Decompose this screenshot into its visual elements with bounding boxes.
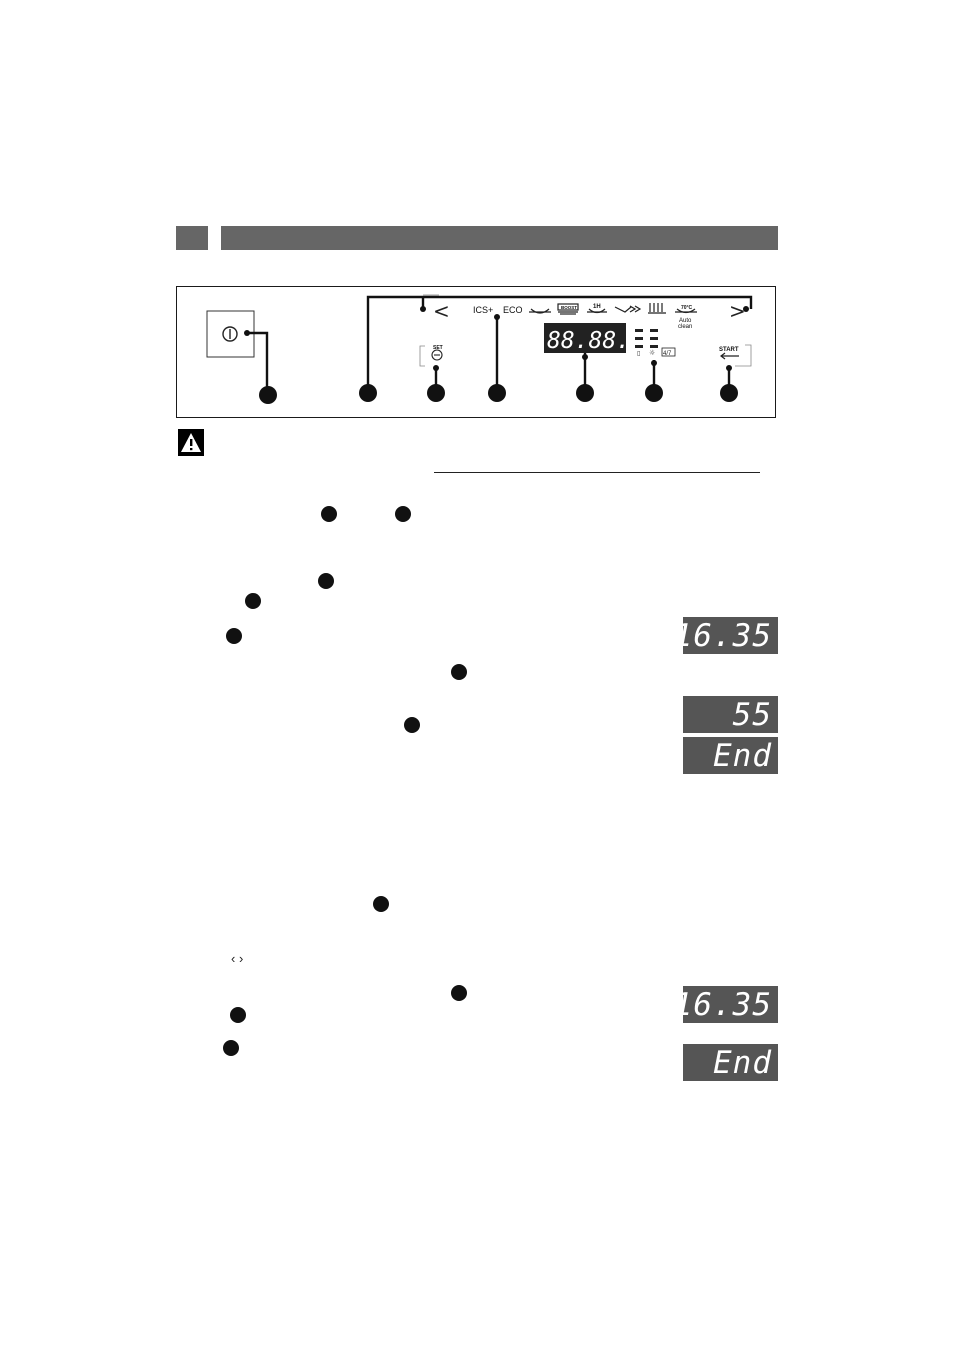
boost-label: BOOST xyxy=(561,305,578,310)
callout-5 xyxy=(576,384,594,402)
ref-dot xyxy=(230,1007,246,1023)
indicator-bars xyxy=(635,329,658,348)
salt-icon: ☼ xyxy=(649,349,656,357)
prev-program-button[interactable]: < xyxy=(433,299,450,323)
section-title-bar xyxy=(221,226,778,250)
ref-dot xyxy=(245,593,261,609)
callout-2 xyxy=(359,384,377,402)
one-hour-label: 1H xyxy=(593,304,601,310)
display-readout-2: 55 xyxy=(683,696,778,733)
program-icons xyxy=(529,303,697,314)
underline-rule xyxy=(434,472,760,473)
set-label: SET xyxy=(433,345,443,351)
display-readout-3: End xyxy=(683,737,778,774)
callout-1 xyxy=(259,386,277,404)
ref-dot xyxy=(373,896,389,912)
callout-3 xyxy=(427,384,445,402)
rinse-aid-icon: ▯ xyxy=(637,350,641,357)
start-label: START xyxy=(719,347,739,353)
ref-dot xyxy=(451,664,467,680)
next-program-button[interactable]: > xyxy=(729,299,746,323)
control-panel-diagram xyxy=(176,286,776,418)
display-readout-5: End xyxy=(683,1044,778,1081)
display-readout-4: 16.35 xyxy=(683,986,778,1023)
callout-4 xyxy=(488,384,506,402)
led-display-text: 88.88. xyxy=(547,328,631,354)
callout-markers xyxy=(259,384,738,404)
ref-dot xyxy=(321,506,337,522)
panel-svg xyxy=(177,287,777,419)
nav-arrows-glyph: ‹ › xyxy=(231,951,244,966)
ref-dot xyxy=(223,1040,239,1056)
auto-label: Auto xyxy=(679,318,692,324)
ref-dot xyxy=(404,717,420,733)
warning-icon xyxy=(178,429,204,456)
ref-dot xyxy=(226,628,242,644)
callout-6 xyxy=(645,384,663,402)
ref-dot xyxy=(395,506,411,522)
display-readout-1: 16.35 xyxy=(683,617,778,654)
section-number-bar xyxy=(176,226,208,250)
ics-plus-label: ICS+ xyxy=(473,305,494,315)
ref-dot xyxy=(318,573,334,589)
salt-count-label: 4/7 xyxy=(663,351,672,357)
temp-label: 70°C xyxy=(681,305,693,311)
ref-dot xyxy=(451,985,467,1001)
clean-label: clean xyxy=(678,324,693,330)
callout-7 xyxy=(720,384,738,402)
eco-label: ECO xyxy=(503,305,523,315)
